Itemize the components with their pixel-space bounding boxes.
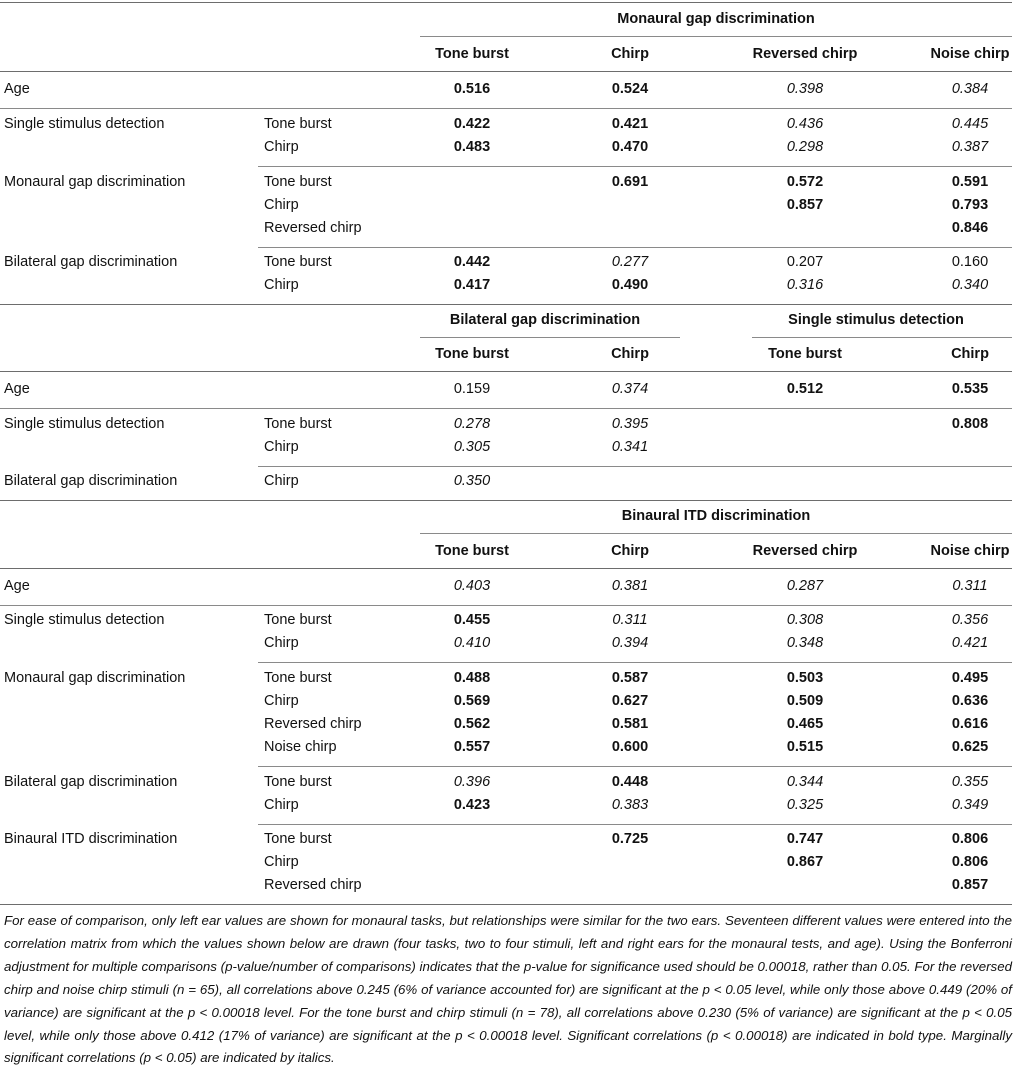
stimulus-label: Tone burst <box>264 416 332 432</box>
correlation-value: 0.387 <box>951 139 989 155</box>
group-divider-rule <box>0 108 1012 109</box>
section-title: Binaural ITD discrimination <box>621 508 811 524</box>
correlation-value: 0.383 <box>611 797 649 813</box>
column-header: Noise chirp <box>930 543 1010 559</box>
group-divider-rule <box>0 605 1012 606</box>
correlation-value: 0.535 <box>951 381 989 397</box>
correlation-value: 0.495 <box>951 670 989 686</box>
section-title-rule <box>420 337 680 338</box>
table-footnote: For ease of comparison, only left ear values are shown for monaural tasks, but relationships were similar for the two ears. Seventeen different values were entered into the correlation matrix from which the values shown below are drawn (four tasks, two to four stimuli, left and right ears for the monaural tests, and age). Using the Bonferroni adjustment for multiple comparisons (p-value/number of comparisons) indicates that the p-value for significance used should be 0.00018, rather than 0.05. For the reversed chirp and noise chirp stimuli (n = 65), all correlations above 0.245 (6% of variance accounted for) are significant at the p < 0.05 level, while only those above 0.449 (20% of variance) are significant at the p < 0.00018 level. For the tone burst and chirp stimuli (n = 78), all correlations above 0.230 (5% of variance) are significant at the p < 0.05 level, while only those above 0.412 (17% of variance) are significant at the p < 0.00018 level. Significant correlations (p < 0.00018) are indicated in bold type. Marginally significant correlations (p < 0.05) are indicated by italics. <box>4 913 1012 1066</box>
correlation-value: 0.348 <box>786 635 824 651</box>
stimulus-label: Chirp <box>264 854 299 870</box>
correlation-value: 0.381 <box>611 578 649 594</box>
table-top-rule <box>0 2 1012 3</box>
correlation-value: 0.394 <box>611 635 649 651</box>
correlation-value: 0.410 <box>453 635 491 651</box>
row-group-label: Monaural gap discrimination <box>4 174 186 190</box>
correlation-value: 0.341 <box>611 439 649 455</box>
stimulus-label: Tone burst <box>264 116 332 132</box>
correlation-value: 0.421 <box>951 635 989 651</box>
correlation-value: 0.857 <box>786 197 824 213</box>
section-title: Monaural gap discrimination <box>617 11 815 27</box>
correlation-value: 0.600 <box>611 739 649 755</box>
group-divider-rule <box>258 166 1012 167</box>
correlation-value: 0.512 <box>786 381 824 397</box>
correlation-value: 0.503 <box>786 670 824 686</box>
stimulus-label: Chirp <box>264 197 299 213</box>
group-divider-rule <box>258 662 1012 663</box>
row-group-label: Bilateral gap discrimination <box>4 774 178 790</box>
stimulus-label: Reversed chirp <box>264 220 362 236</box>
row-group-label: Bilateral gap discrimination <box>4 473 178 489</box>
correlation-value: 0.465 <box>786 716 824 732</box>
correlation-value: 0.569 <box>453 693 491 709</box>
correlation-value: 0.509 <box>786 693 824 709</box>
correlation-value: 0.483 <box>453 139 491 155</box>
correlation-value: 0.316 <box>786 277 824 293</box>
correlation-value: 0.747 <box>786 831 824 847</box>
group-divider-rule <box>258 824 1012 825</box>
correlation-value: 0.384 <box>951 81 989 97</box>
stimulus-label: Tone burst <box>264 670 332 686</box>
correlation-value: 0.515 <box>786 739 824 755</box>
section-title-rule <box>752 337 1012 338</box>
correlation-value: 0.350 <box>453 473 491 489</box>
stimulus-label: Tone burst <box>264 831 332 847</box>
column-header: Tone burst <box>435 46 509 62</box>
group-divider-rule <box>258 466 1012 467</box>
row-group-label: Binaural ITD discrimination <box>4 831 178 847</box>
section-title: Single stimulus detection <box>788 312 964 328</box>
correlation-value: 0.349 <box>951 797 989 813</box>
correlation-value: 0.725 <box>611 831 649 847</box>
section-title-rule <box>420 36 1012 37</box>
correlation-value: 0.160 <box>951 254 989 270</box>
group-divider-rule <box>258 247 1012 248</box>
stimulus-label: Reversed chirp <box>264 877 362 893</box>
column-header: Chirp <box>611 346 649 362</box>
row-group-label: Single stimulus detection <box>4 116 165 132</box>
correlation-value: 0.355 <box>951 774 989 790</box>
row-group-label: Monaural gap discrimination <box>4 670 186 686</box>
stimulus-label: Reversed chirp <box>264 716 362 732</box>
stimulus-label: Chirp <box>264 693 299 709</box>
correlation-value: 0.396 <box>453 774 491 790</box>
correlation-value: 0.455 <box>453 612 491 628</box>
correlation-value: 0.488 <box>453 670 491 686</box>
stimulus-label: Tone burst <box>264 612 332 628</box>
group-divider-rule <box>0 408 1012 409</box>
stimulus-label: Chirp <box>264 635 299 651</box>
row-group-label: Age <box>4 81 30 97</box>
stimulus-label: Chirp <box>264 439 299 455</box>
correlation-value: 0.562 <box>453 716 491 732</box>
column-header: Reversed chirp <box>752 46 858 62</box>
correlation-value: 0.806 <box>951 831 989 847</box>
stimulus-label: Chirp <box>264 797 299 813</box>
column-header: Reversed chirp <box>752 543 858 559</box>
row-group-label: Age <box>4 578 30 594</box>
row-group-label: Bilateral gap discrimination <box>4 254 178 270</box>
correlation-value: 0.356 <box>951 612 989 628</box>
correlation-value: 0.298 <box>786 139 824 155</box>
correlation-value: 0.207 <box>786 254 824 270</box>
correlation-value: 0.325 <box>786 797 824 813</box>
correlation-value: 0.278 <box>453 416 491 432</box>
correlation-value: 0.395 <box>611 416 649 432</box>
group-divider-rule <box>258 766 1012 767</box>
correlation-value: 0.436 <box>786 116 824 132</box>
correlation-value: 0.398 <box>786 81 824 97</box>
correlation-value: 0.448 <box>611 774 649 790</box>
section-bottom-rule <box>0 500 1012 501</box>
section-title-rule <box>420 533 1012 534</box>
column-header-rule <box>0 568 1012 569</box>
column-header: Tone burst <box>435 346 509 362</box>
row-group-label: Age <box>4 381 30 397</box>
stimulus-label: Tone burst <box>264 174 332 190</box>
stimulus-label: Chirp <box>264 473 299 489</box>
correlation-value: 0.422 <box>453 116 491 132</box>
correlation-value: 0.636 <box>951 693 989 709</box>
correlation-value: 0.591 <box>951 174 989 190</box>
correlation-value: 0.421 <box>611 116 649 132</box>
correlation-value: 0.305 <box>453 439 491 455</box>
stimulus-label: Tone burst <box>264 774 332 790</box>
correlation-value: 0.808 <box>951 416 989 432</box>
stimulus-label: Tone burst <box>264 254 332 270</box>
correlation-value: 0.581 <box>611 716 649 732</box>
correlation-value: 0.625 <box>951 739 989 755</box>
correlation-value: 0.691 <box>611 174 649 190</box>
stimulus-label: Chirp <box>264 277 299 293</box>
correlation-value: 0.557 <box>453 739 491 755</box>
correlation-value: 0.587 <box>611 670 649 686</box>
correlation-value: 0.806 <box>951 854 989 870</box>
correlation-value: 0.311 <box>952 578 988 594</box>
correlation-value: 0.344 <box>786 774 824 790</box>
correlation-value: 0.524 <box>611 81 649 97</box>
stimulus-label: Noise chirp <box>264 739 337 755</box>
section-bottom-rule <box>0 904 1012 905</box>
correlation-value: 0.857 <box>951 877 989 893</box>
section-title: Bilateral gap discrimination <box>449 312 641 328</box>
correlation-value: 0.445 <box>951 116 989 132</box>
column-header: Noise chirp <box>930 46 1010 62</box>
column-header: Chirp <box>611 543 649 559</box>
correlation-value: 0.374 <box>611 381 649 397</box>
column-header: Chirp <box>611 46 649 62</box>
correlation-value: 0.846 <box>951 220 989 236</box>
row-group-label: Single stimulus detection <box>4 612 165 628</box>
column-header-rule <box>0 71 1012 72</box>
correlation-value: 0.793 <box>951 197 989 213</box>
correlation-value: 0.423 <box>453 797 491 813</box>
correlation-value: 0.311 <box>612 612 648 628</box>
correlation-value: 0.308 <box>786 612 824 628</box>
correlation-value: 0.159 <box>453 381 491 397</box>
stimulus-label: Chirp <box>264 139 299 155</box>
correlation-value: 0.277 <box>611 254 649 270</box>
column-header: Tone burst <box>435 543 509 559</box>
correlation-value: 0.516 <box>453 81 491 97</box>
correlation-value: 0.417 <box>453 277 491 293</box>
correlation-value: 0.287 <box>786 578 824 594</box>
correlation-value: 0.627 <box>611 693 649 709</box>
correlation-value: 0.867 <box>786 854 824 870</box>
section-bottom-rule <box>0 304 1012 305</box>
correlation-value: 0.442 <box>453 254 491 270</box>
column-header: Tone burst <box>768 346 842 362</box>
correlation-value: 0.340 <box>951 277 989 293</box>
column-header-rule <box>0 371 1012 372</box>
correlation-value: 0.403 <box>453 578 491 594</box>
column-header: Chirp <box>951 346 989 362</box>
correlation-value: 0.616 <box>951 716 989 732</box>
correlation-value: 0.572 <box>786 174 824 190</box>
correlation-value: 0.470 <box>611 139 649 155</box>
correlation-value: 0.490 <box>611 277 649 293</box>
row-group-label: Single stimulus detection <box>4 416 165 432</box>
